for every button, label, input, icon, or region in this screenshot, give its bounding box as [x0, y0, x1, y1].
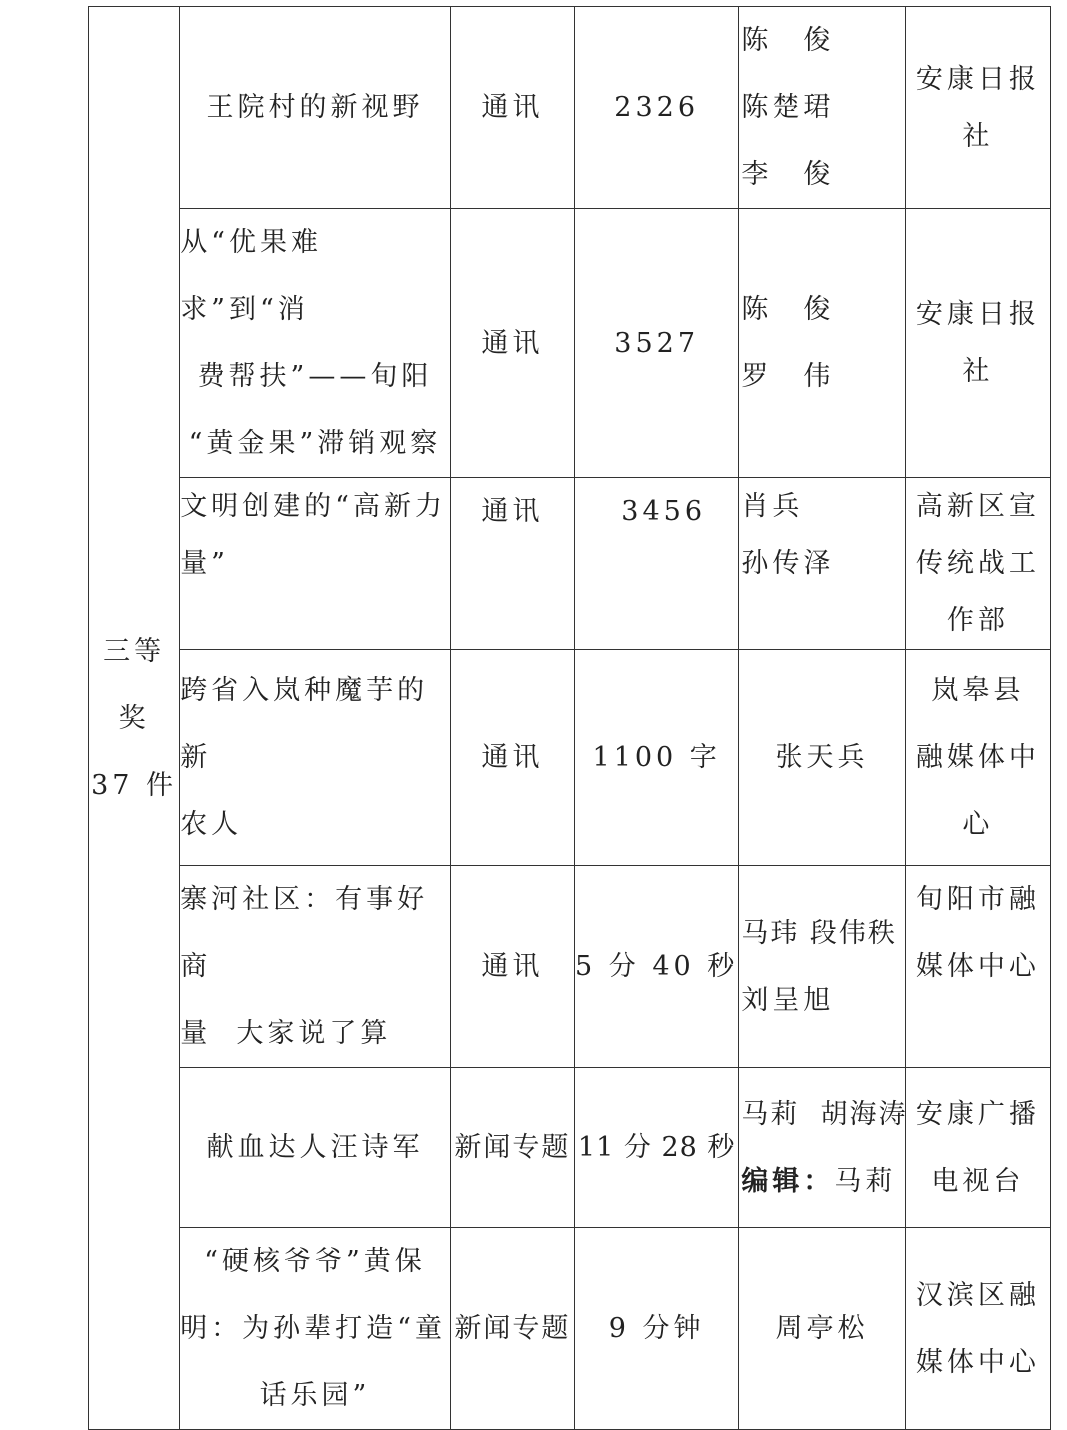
unit-cell: 高新区宣 传统战工 作部: [905, 478, 1050, 650]
type-cell: 新闻专题: [450, 1228, 574, 1430]
unit-cell: 岚皋县 融媒体中 心: [905, 650, 1050, 866]
length-cell: 5 分 40 秒: [575, 866, 739, 1068]
authors-cell: 陈 俊 陈楚珺 李 俊: [739, 7, 905, 209]
table-row: [89, 209, 1051, 478]
authors-cell: 肖兵 孙传泽: [739, 478, 905, 650]
editor-label: 编辑：: [741, 1165, 835, 1197]
authors-cell: 张天兵: [739, 650, 905, 866]
authors-cell: 陈 俊 罗 伟: [739, 209, 905, 478]
table-row: [89, 866, 1051, 1068]
type-cell: 通讯: [450, 209, 574, 478]
unit-cell: 安康日报 社: [905, 7, 1050, 209]
unit-cell: 安康广播 电视台: [905, 1068, 1050, 1228]
title-cell: 王院村的新视野: [180, 7, 451, 209]
unit-cell: 汉滨区融 媒体中心: [905, 1228, 1050, 1430]
table-row: [89, 7, 1051, 209]
type-cell: 新闻专题: [450, 1068, 574, 1228]
table-row: [89, 1068, 1051, 1228]
title-cell: 从“优果难求”到“消 费帮扶”——旬阳 “黄金果”滞销观察: [180, 209, 451, 478]
length-cell: 3456: [575, 478, 739, 650]
category-count: 37 件: [91, 769, 178, 801]
title-cell: “硬核爷爷”黄保 明：为孙辈打造“童 话乐园”: [180, 1228, 451, 1430]
length-cell: 9 分钟: [575, 1228, 739, 1430]
length-cell: 2326: [575, 7, 739, 209]
awards-table: [88, 6, 1051, 1430]
category-label: 三等奖: [103, 635, 166, 734]
type-cell: 通讯: [450, 866, 574, 1068]
table-row: [89, 1228, 1051, 1430]
title-cell: 文明创建的“高新力 量”: [180, 478, 451, 650]
title-cell: 献血达人汪诗军: [180, 1068, 451, 1228]
editor-name: 马莉: [834, 1165, 897, 1197]
unit-cell: 旬阳市融 媒体中心: [905, 866, 1050, 1068]
category-cell: [89, 7, 180, 1430]
type-cell: 通讯: [450, 650, 574, 866]
title-cell: 寨河社区：有事好商 量 大家说了算: [180, 866, 451, 1068]
unit-cell: 安康日报 社: [905, 209, 1050, 478]
title-cell: 跨省入岚种魔芋的新 农人: [180, 650, 451, 866]
table-row: [89, 478, 1051, 650]
type-cell: 通讯: [450, 7, 574, 209]
length-cell: 11 分 28 秒: [575, 1068, 739, 1228]
length-cell: 1100 字: [575, 650, 739, 866]
authors-cell: 马玮 段伟秩 刘呈旭: [739, 866, 905, 1068]
authors-cell: 周亭松: [739, 1228, 905, 1430]
authors-cell: 马莉 胡海涛 编辑：马莉: [739, 1068, 905, 1228]
length-cell: 3527: [575, 209, 739, 478]
type-cell: 通讯: [450, 478, 574, 650]
table-row: [89, 650, 1051, 866]
